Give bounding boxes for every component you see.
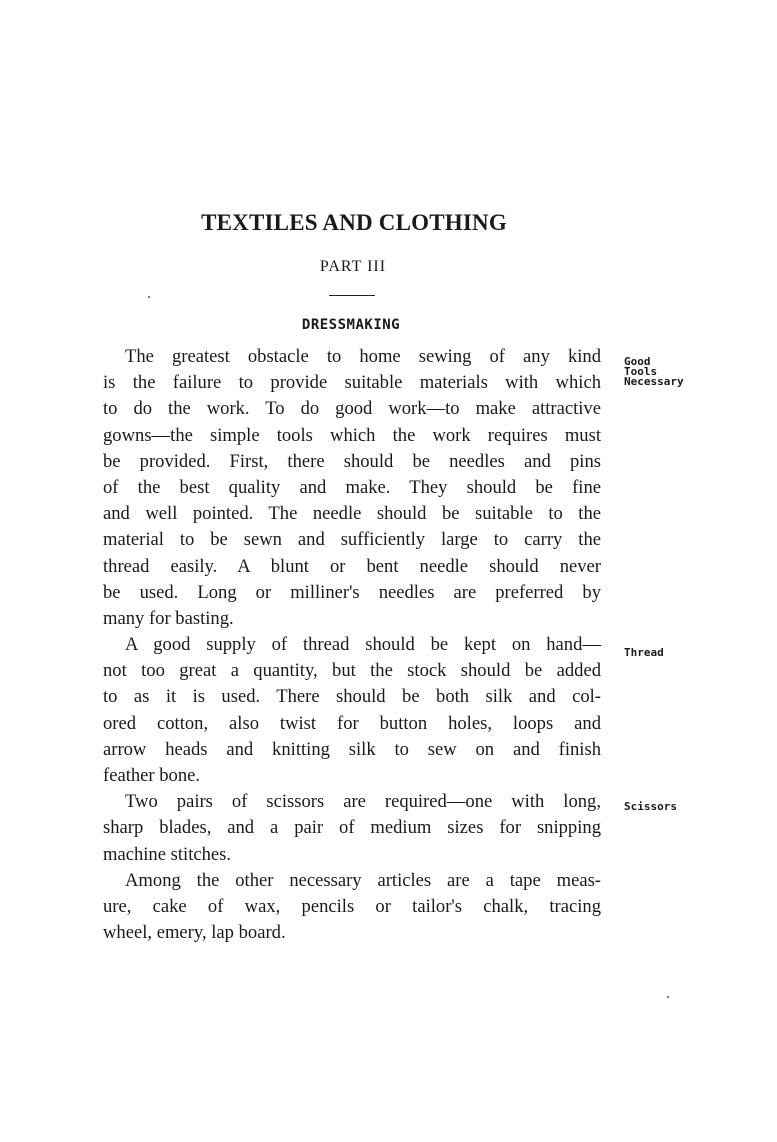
paragraph-tools	[103, 344, 601, 632]
text-line: be provided. First, there should be needles and pins	[103, 450, 601, 472]
margin-note-thread: Thread	[624, 646, 664, 659]
margin-note-scissors: Scissors	[624, 800, 677, 813]
text-line: Two pairs of scissors are required—one with long,	[125, 791, 601, 813]
text-line: feather bone.	[103, 765, 201, 786]
text-line: ure, cake of wax, pencils or tailor's chalk, tracing	[103, 895, 601, 917]
text-line: arrow heads and knitting silk to sew on and finish	[103, 738, 601, 760]
text-line: The greatest obstacle to home sewing of any kind	[125, 346, 601, 367]
paragraph-thread	[103, 632, 601, 789]
paragraph-scissors	[103, 789, 601, 868]
margin-note-good-tools	[624, 357, 684, 387]
text-line: and well pointed. The needle should be suitable to the	[103, 503, 601, 525]
text-line: of the best quality and make. They should be fine	[103, 476, 601, 498]
margin-note-line: Tools	[624, 365, 658, 378]
section-heading: DRESSMAKING	[301, 317, 401, 333]
text-line: is the failure to provide suitable materials with which	[103, 372, 601, 394]
margin-note-line: Necessary	[624, 375, 684, 388]
text-line: A good supply of thread should be kept on hand—	[125, 634, 601, 656]
body-text	[103, 344, 601, 946]
text-line: sharp blades, and a pair of medium sizes for snipping	[103, 817, 601, 839]
text-line: many for basting.	[103, 607, 234, 629]
text-line: to as it is used. There should be both silk and col-	[103, 686, 601, 708]
print-speck	[148, 296, 150, 298]
text-line: wheel, emery, lap board.	[103, 922, 286, 944]
text-line: gowns—the simple tools which the work requires must	[103, 424, 601, 446]
text-line: machine stitches.	[103, 843, 232, 865]
text-line: thread easily. A blunt or bent needle should never	[103, 555, 601, 577]
paragraph-other-articles	[103, 868, 601, 947]
text-line: ored cotton, also twist for button holes, loops and	[103, 712, 601, 734]
part-label: PART III	[319, 258, 387, 275]
text-line: Among the other necessary articles are a tape meas-	[125, 869, 601, 891]
margin-note-line: Good	[624, 355, 651, 368]
book-title: TEXTILES AND CLOTHING	[201, 210, 507, 235]
text-line: material to be sewn and sufficiently large to carry the	[103, 529, 601, 551]
print-speck	[667, 996, 669, 998]
title-divider	[329, 295, 375, 296]
text-line: be used. Long or milliner's needles are preferred by	[103, 581, 601, 603]
text-line: to do the work. To do good work—to make attractive	[103, 398, 601, 420]
text-line: not too great a quantity, but the stock should be added	[103, 660, 601, 682]
